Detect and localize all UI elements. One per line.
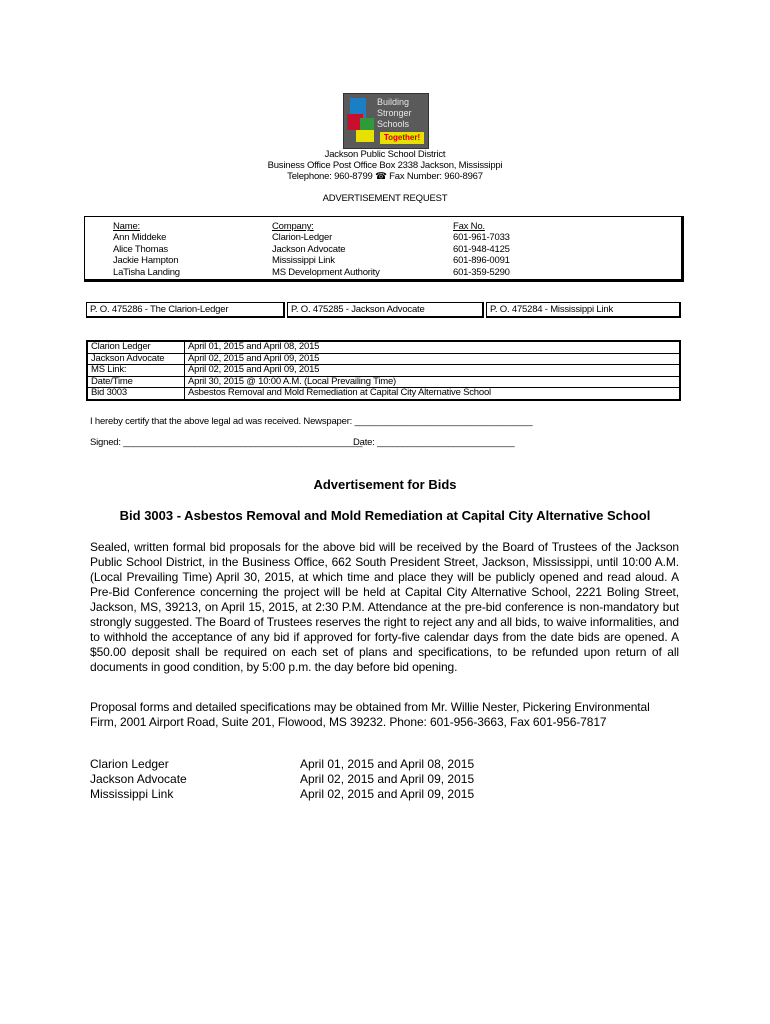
contact-name: Alice Thomas — [113, 243, 168, 255]
table-label: Jackson Advocate — [87, 353, 185, 365]
table-label: Clarion Ledger — [87, 341, 185, 353]
table-value: April 01, 2015 and April 08, 2015 — [185, 341, 681, 353]
table-row — [87, 353, 680, 365]
logo-tagline: Together! — [380, 132, 424, 144]
publication-name: Mississippi Link — [90, 787, 174, 801]
contact-company: Jackson Advocate — [272, 243, 346, 255]
publication-dates: April 02, 2015 and April 09, 2015 — [300, 772, 475, 786]
contact-fax: 601-896-0091 — [453, 255, 510, 267]
contact-fax-column — [453, 221, 510, 278]
table-value: April 02, 2015 and April 09, 2015 — [185, 353, 681, 365]
contact-fax: 601-359-5290 — [453, 266, 510, 278]
certify-statement: I hereby certify that the above legal ad was received. Newspaper: ___________________________________ — [90, 416, 533, 427]
table-row — [87, 388, 680, 400]
ad-subtitle: Bid 3003 - Asbestos Removal and Mold Remediation at Capital City Alternative School — [119, 508, 651, 523]
contact-names-column — [113, 221, 180, 278]
table-row — [87, 376, 680, 388]
logo-line-2: Stronger — [377, 108, 412, 118]
table-row — [87, 365, 680, 377]
publication-dates: April 02, 2015 and April 09, 2015 — [300, 787, 475, 801]
publication-name: Clarion Ledger — [90, 757, 169, 771]
ad-title: Advertisement for Bids — [313, 477, 457, 492]
table-value: April 30, 2015 @ 10:00 A.M. (Local Prevailing Time) — [185, 376, 681, 388]
signature-line: Signed: _______________________________________________ — [90, 437, 363, 448]
org-phone: Telephone: 960-8799 ☎ Fax Number: 960-8967 — [287, 171, 483, 182]
contact-fax: 601-948-4125 — [453, 243, 510, 255]
table-label: MS Link: — [87, 365, 185, 377]
contact-company: Mississippi Link — [272, 255, 335, 267]
list-item — [90, 787, 510, 802]
contact-fax: 601-961-7033 — [453, 232, 510, 244]
org-address: Business Office Post Office Box 2338 Jackson, Mississippi — [267, 160, 503, 171]
form-title: ADVERTISEMENT REQUEST — [322, 193, 448, 204]
list-item — [90, 757, 510, 772]
publication-table — [86, 340, 681, 401]
ad-paragraph-2: Proposal forms and detailed specifications may be obtained from Mr. Willie Nester, Pickering Environmental Firm, 2001 Airport Road, Suite 201, Flowood, MS 39232. Phone: 601-956-3663, Fax 601-956-7817 — [90, 700, 650, 729]
po-clarion-ledger: P. O. 475286 - The Clarion-Ledger — [86, 302, 285, 318]
logo-line-1: Building — [377, 97, 410, 107]
table-label: Bid 3003 — [87, 388, 185, 400]
contact-box — [84, 216, 684, 282]
publication-name: Jackson Advocate — [90, 772, 187, 786]
fax-header: Fax No. — [453, 221, 485, 232]
contact-name: Ann Middeke — [113, 232, 167, 244]
contact-name: LaTisha Landing — [113, 266, 180, 278]
publication-dates: April 01, 2015 and April 08, 2015 — [300, 757, 475, 771]
table-row — [87, 341, 680, 353]
publication-list — [90, 757, 510, 802]
contact-company: MS Development Authority — [272, 266, 380, 278]
contact-companies-column — [272, 221, 380, 278]
logo-line-3: Schools — [377, 119, 410, 129]
contact-name: Jackie Hampton — [113, 255, 179, 267]
contact-company: Clarion-Ledger — [272, 232, 333, 244]
list-item — [90, 772, 510, 787]
org-name: Jackson Public School District — [324, 149, 446, 160]
table-value: Asbestos Removal and Mold Remediation at Capital City Alternative School — [185, 388, 681, 400]
table-value: April 02, 2015 and April 09, 2015 — [185, 365, 681, 377]
po-mississippi-link: P. O. 475284 - Mississippi Link — [486, 302, 681, 318]
table-label: Date/Time — [87, 376, 185, 388]
building-stronger-schools-logo — [343, 93, 429, 149]
name-header: Name: — [113, 221, 140, 232]
po-jackson-advocate: P. O. 475285 - Jackson Advocate — [287, 302, 484, 318]
company-header: Company: — [272, 221, 314, 232]
ad-paragraph-1: Sealed, written formal bid proposals for the above bid will be received by the Board of Trustees of the Jackson Public School District, in the Business Office, 662 South President Street, Jackson, Mississippi, until 10:00 A.M. (Local Prevailing Time) April 30, 2015, at which time and place they will be publicly opened and read aloud. A Pre-Bid Conference concerning the project will be held at Capital City Alternative School, 2221 Boling Street, Jackson, MS, 39213, on April 15, 2015, at 2:30 P.M. Attendance at the pre-bid conference is non-mandatory but strongly suggested. The Board of Trustees reserves the right to reject any and all bids, to waive informalities, and to withhold the acceptance of any bid if approved for forty-five calendar days from the date bids are opened. A $50.00 deposit shall be required on each set of plans and specifications, to be refunded upon return of all documents in good condition, by 5:00 p.m. the day before bid opening. — [90, 540, 679, 674]
date-line: Date: ___________________________ — [353, 437, 515, 448]
